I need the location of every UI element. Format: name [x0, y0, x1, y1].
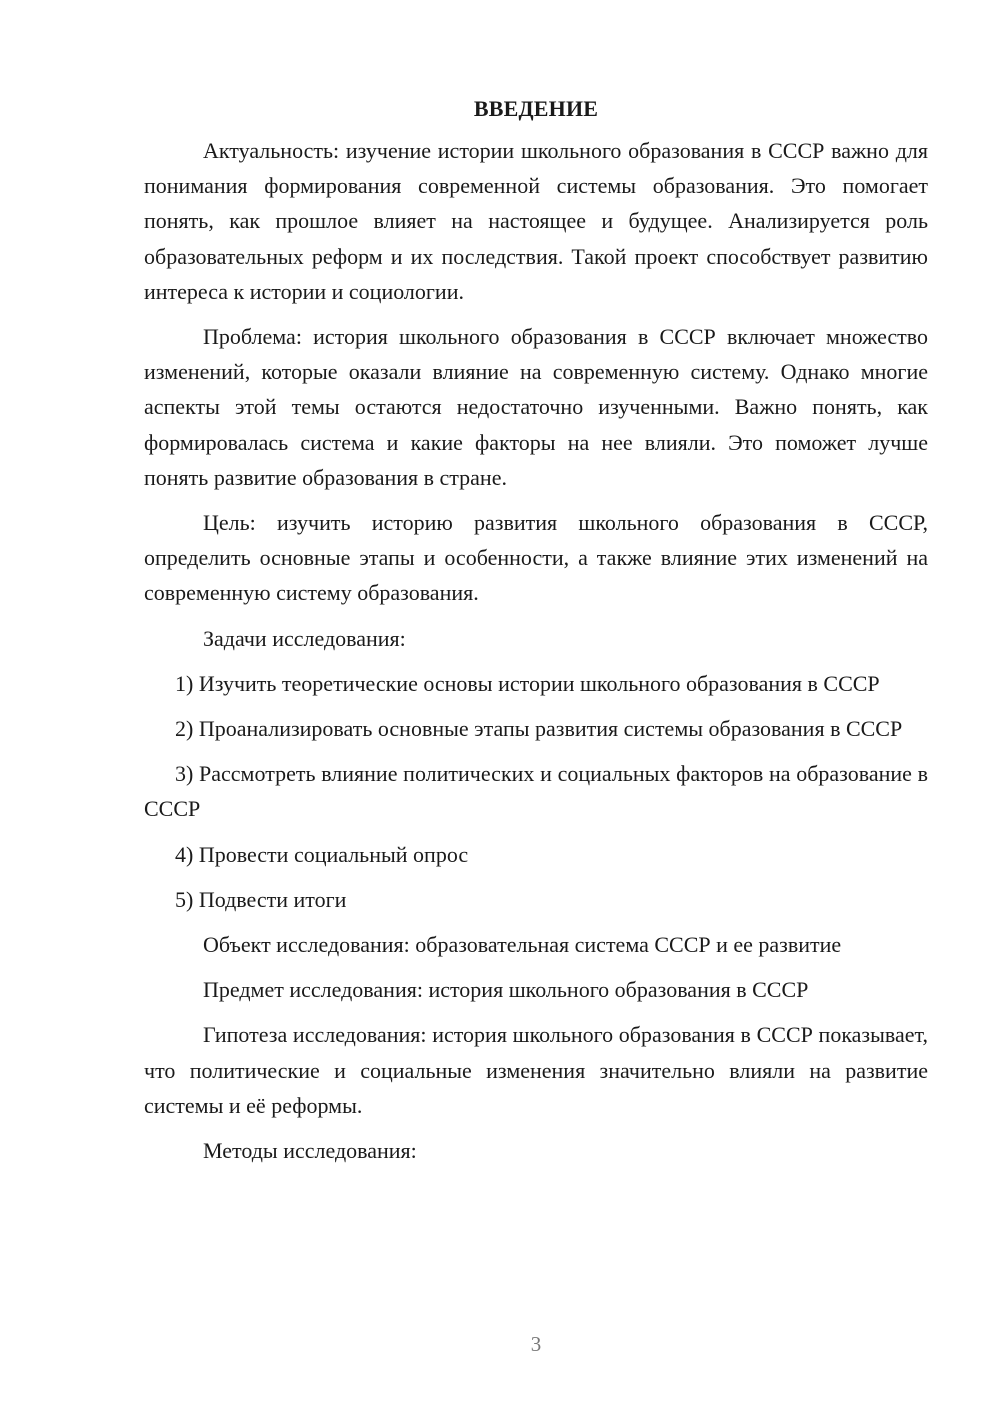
paragraph-problem: Проблема: история школьного образования в СССР включает множество изменений, которые оказали влияние на современную систему. Однако многие аспекты этой темы остаются недостаточно изученными. Важно понять, как формировалась система и какие факторы на нее влияли. Это поможет лучше понять развитие образования в стране. [144, 324, 928, 490]
paragraph-goal: Цель: изучить историю развития школьного образования в СССР, определить основные этапы и особенности, а также влияние этих изменений на современную систему образования. [144, 510, 928, 606]
paragraph-methods: Методы исследования: [203, 1138, 417, 1164]
paragraph-relevance: Актуальность: изучение истории школьного образования в СССР важно для понимания формирования современной системы образования. Это помогает понять, как прошлое влияет на настоящее и будущее. Анализируется роль образовательных реформ и их последствия. Такой проект способствует развитию интереса к истории и социологии. [144, 138, 928, 304]
page-number: 3 [530, 1332, 542, 1356]
task-item: 5) Подвести итоги [175, 886, 347, 912]
paragraph-subject: Предмет исследования: история школьного образования в СССР [203, 977, 809, 1003]
task-item: 3) Рассмотреть влияние политических и социальных факторов на образование в СССР [144, 761, 928, 822]
section-title: ВВЕДЕНИЕ [473, 96, 599, 121]
paragraph-tasks-heading: Задачи исследования: [203, 625, 406, 651]
task-item: 2) Проанализировать основные этапы развития системы образования в СССР [175, 716, 903, 742]
paragraph-object: Объект исследования: образовательная система СССР и ее развитие [203, 932, 842, 958]
task-item: 1) Изучить теоретические основы истории школьного образования в СССР [175, 670, 880, 696]
task-item: 4) Провести социальный опрос [175, 841, 469, 867]
page-content [144, 92, 928, 1178]
paragraph-hypothesis: Гипотеза исследования: история школьного образования в СССР показывает, что политические и социальные изменения значительно влияли на развитие системы и её реформы. [144, 1022, 928, 1118]
